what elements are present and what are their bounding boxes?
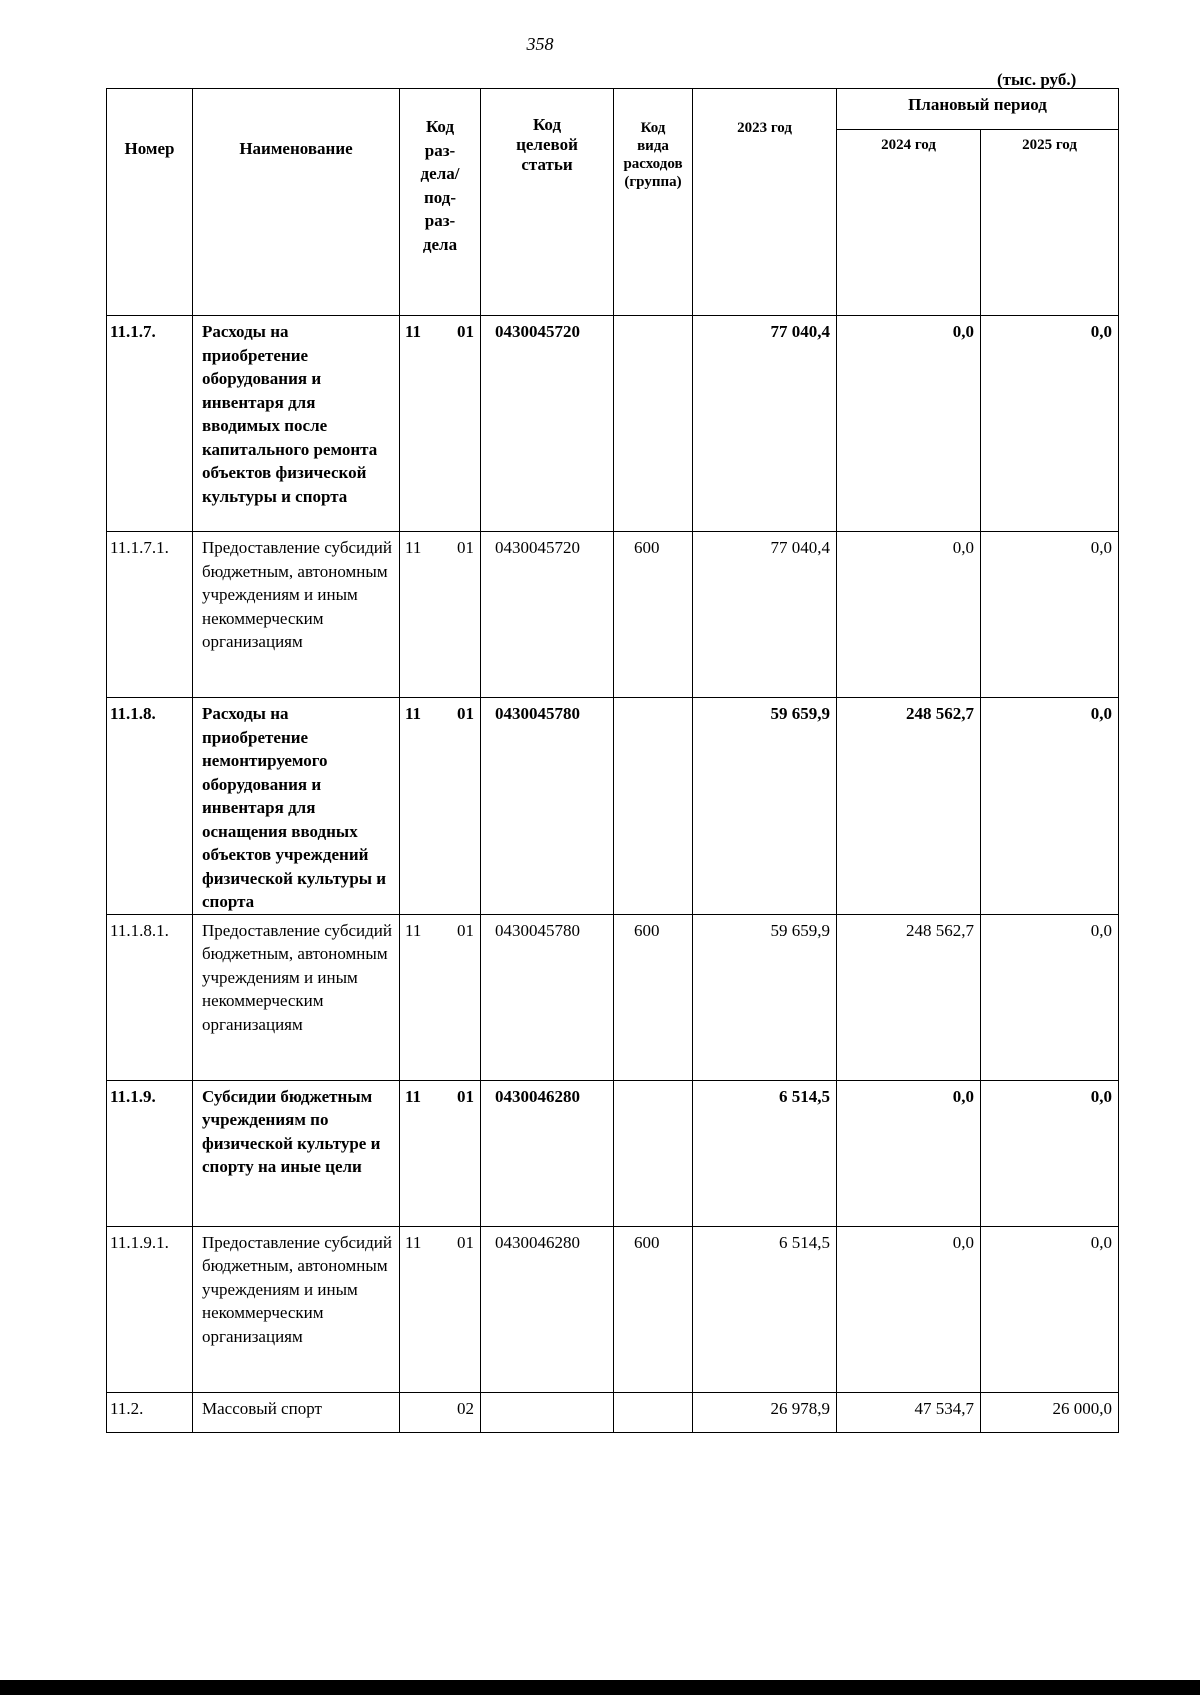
row-section-code [400, 1226, 481, 1392]
row-target-code: 0430045780 [481, 914, 614, 1080]
section-code: 11 [405, 1232, 422, 1252]
row-target-code: 0430046280 [481, 1080, 614, 1226]
row-name: Предоставление субсидий бюджетным, автономным учреждениям и иным некоммерческим организациям [193, 532, 400, 698]
header-year-2023: 2023 год [693, 89, 837, 316]
row-expense-kind [614, 1080, 693, 1226]
header-number: Номер [107, 89, 193, 316]
row-amount-2024: 47 534,7 [837, 1392, 981, 1432]
row-section-code [400, 698, 481, 915]
row-name: Предоставление субсидий бюджетным, автономным учреждениям и иным некоммерческим организациям [193, 1226, 400, 1392]
row-expense-kind [614, 316, 693, 532]
subsection-code: 01 [457, 920, 474, 940]
row-expense-kind [614, 1392, 693, 1432]
row-amount-2024: 0,0 [837, 1226, 981, 1392]
row-amount-2023: 77 040,4 [693, 532, 837, 698]
row-amount-2023: 6 514,5 [693, 1080, 837, 1226]
row-amount-2025: 0,0 [981, 316, 1119, 532]
row-number: 11.1.9.1. [107, 1226, 193, 1392]
row-target-code: 0430046280 [481, 1226, 614, 1392]
table-row [107, 532, 1119, 698]
row-name: Предоставление субсидий бюджетным, автономным учреждениям и иным некоммерческим организациям [193, 914, 400, 1080]
section-code: 11 [405, 538, 422, 557]
units-label: (тыс. руб.) [997, 70, 1077, 89]
subsection-code: 01 [457, 1232, 474, 1252]
row-amount-2025: 0,0 [981, 1080, 1119, 1226]
row-number: 11.1.8. [107, 698, 193, 915]
section-code: 11 [405, 704, 422, 723]
header-year-2024: 2024 год [837, 130, 981, 316]
header-expense-kind-code: Код вида расходов (группа) [614, 89, 693, 316]
subsection-code: 01 [457, 704, 474, 723]
row-amount-2023: 6 514,5 [693, 1226, 837, 1392]
row-section-code [400, 914, 481, 1080]
row-target-code [481, 1392, 614, 1432]
row-amount-2025: 26 000,0 [981, 1392, 1119, 1432]
row-amount-2024: 0,0 [837, 532, 981, 698]
row-amount-2023: 26 978,9 [693, 1392, 837, 1432]
row-number: 11.2. [107, 1392, 193, 1432]
subsection-code: 01 [457, 538, 474, 557]
row-target-code: 0430045720 [481, 532, 614, 698]
section-code: 11 [405, 322, 422, 341]
row-section-code [400, 1080, 481, 1226]
row-amount-2024: 248 562,7 [837, 698, 981, 915]
page-number: 358 [526, 34, 554, 54]
subsection-code: 01 [457, 1086, 474, 1106]
scan-edge-bar [0, 1680, 1200, 1695]
row-amount-2025: 0,0 [981, 532, 1119, 698]
row-number: 11.1.8.1. [107, 914, 193, 1080]
header-section-code: Код раз- дела/ под- раз- дела [400, 89, 481, 316]
table-row [107, 316, 1119, 532]
row-amount-2024: 248 562,7 [837, 914, 981, 1080]
row-expense-kind: 600 [614, 1226, 693, 1392]
row-section-code [400, 532, 481, 698]
table-row [107, 698, 1119, 915]
row-amount-2025: 0,0 [981, 1226, 1119, 1392]
row-amount-2024: 0,0 [837, 316, 981, 532]
row-expense-kind [614, 698, 693, 915]
header-name: Наименование [193, 89, 400, 316]
row-number: 11.1.9. [107, 1080, 193, 1226]
row-amount-2024: 0,0 [837, 1080, 981, 1226]
subsection-code: 02 [457, 1398, 474, 1418]
row-amount-2025: 0,0 [981, 698, 1119, 915]
row-name: Расходы на приобретение оборудования и инвентаря для вводимых после капитального ремонта объектов физической культуры и спорта [193, 316, 400, 532]
table-row [107, 1392, 1119, 1432]
row-name: Субсидии бюджетным учреждениям по физической культуре и спорту на иные цели [193, 1080, 400, 1226]
row-amount-2023: 59 659,9 [693, 914, 837, 1080]
budget-table [106, 88, 1119, 1433]
row-amount-2023: 77 040,4 [693, 316, 837, 532]
section-code: 11 [405, 1086, 422, 1106]
row-number: 11.1.7. [107, 316, 193, 532]
row-amount-2023: 59 659,9 [693, 698, 837, 915]
row-target-code: 0430045780 [481, 698, 614, 915]
row-section-code [400, 316, 481, 532]
table-row [107, 1080, 1119, 1226]
row-expense-kind: 600 [614, 914, 693, 1080]
header-year-2025: 2025 год [981, 130, 1119, 316]
row-number: 11.1.7.1. [107, 532, 193, 698]
header-target-code: Код целевой статьи [481, 89, 614, 316]
row-section-code [400, 1392, 481, 1432]
row-expense-kind: 600 [614, 532, 693, 698]
header-planned-period: Плановый период [837, 89, 1119, 130]
table-row [107, 1226, 1119, 1392]
row-target-code: 0430045720 [481, 316, 614, 532]
section-code: 11 [405, 920, 422, 940]
table-row [107, 914, 1119, 1080]
row-amount-2025: 0,0 [981, 914, 1119, 1080]
row-name: Массовый спорт [193, 1392, 400, 1432]
subsection-code: 01 [457, 322, 474, 341]
row-name: Расходы на приобретение немонтируемого оборудования и инвентаря для оснащения вводных объектов учреждений физической культуры и спорта [193, 698, 400, 915]
